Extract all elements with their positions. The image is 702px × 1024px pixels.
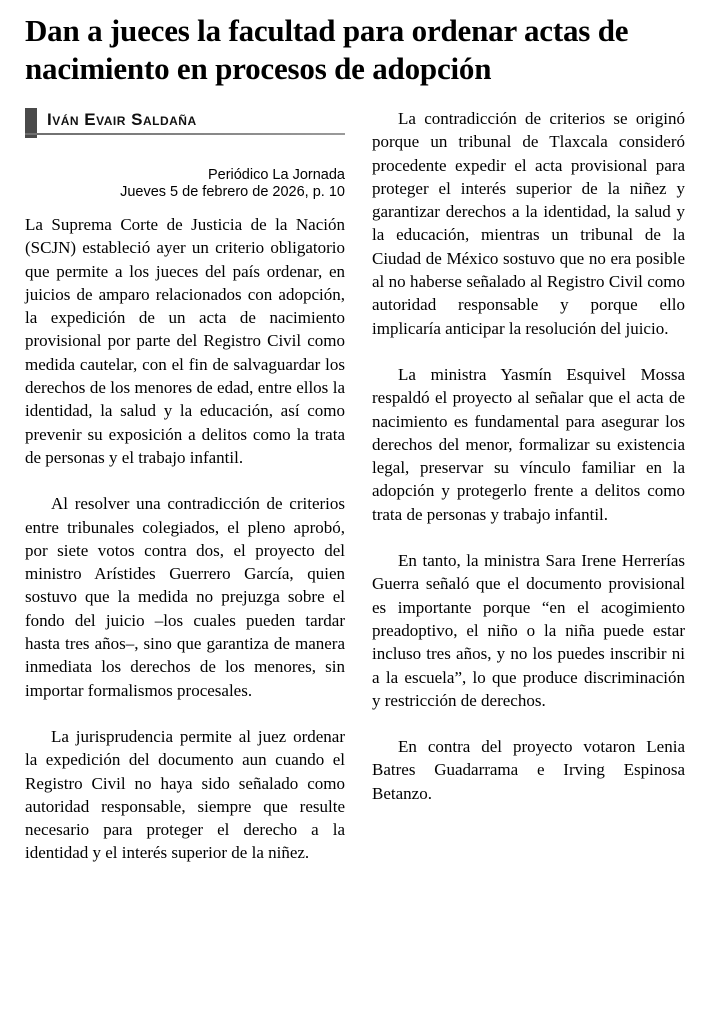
publication-info xyxy=(25,167,345,201)
article-paragraph: Al resolver una contradicción de criterios entre tribunales colegiados, el pleno aprobó, por siete votos contra dos, el proyecto del ministro Arístides Guerrero García, quien sostuvo que la medida no prejuzga sobre el fondo del juicio –los cuales pueden tardar hasta tres años–, sino que garantiza de manera inmediata los derechos de los menores, sin importar formalismos procesales. xyxy=(25,494,345,700)
byline-block xyxy=(25,107,345,139)
article-paragraph: La contradicción de criterios se originó porque un tribunal de Tlaxcala consideró procedente expedir el acta provisional para proteger el interés superior de la niñez y garantizar derechos a la identidad, la salud y la educación, mientras un tribunal de la Ciudad de México sostuvo que no era posible al no haberse señalado al Registro Civil como autoridad responsable y porque ello implicaría anticipar la resolución del juicio. xyxy=(372,109,685,338)
article-headline: Dan a jueces la facultad para ordenar actas de nacimiento en procesos de adopción xyxy=(25,13,629,86)
article-paragraph: La jurisprudencia permite al juez ordenar la expedición del documento aun cuando el Registro Civil no haya sido señalado como autoridad responsable, siempre que resulte necesario para proteger el derecho a la identidad y el interés superior de la niñez. xyxy=(25,726,345,863)
publication-name: Periódico La Jornada xyxy=(207,167,345,183)
article-paragraph: La ministra Yasmín Esquivel Mossa respaldó el proyecto al señalar que el acta de nacimiento es fundamental para asegurar los derechos del menor, formalizar su existencia legal, preservar su vínculo familiar en la adopción y protegerlo frente a delitos como trata de personas y trabajo infantil. xyxy=(372,364,685,524)
article-column-left xyxy=(25,107,345,865)
article-paragraph: En contra del proyecto votaron Lenia Batres Guadarrama e Irving Espinosa Betanzo. xyxy=(372,737,685,803)
article-paragraph: En tanto, la ministra Sara Irene Herrerías Guerra señaló que el documento provisional es importante porque “en el acogimiento preadoptivo, el niño o la niña puede estar incluso tres años, y no los puedes inscribir ni a la escuela”, lo que produce discriminación y restricción de derechos. xyxy=(372,551,685,710)
publication-date-page: Jueves 5 de febrero de 2026, p. 10 xyxy=(120,184,345,200)
byline-author: Iván Evair Saldaña xyxy=(47,110,197,129)
article-column-right xyxy=(372,107,685,865)
article-paragraph: La Suprema Corte de Justicia de la Nación (SCJN) estableció ayer un criterio obligatorio que permite a los jueces del país ordenar, en juicios de amparo relacionados con adopción, la expedición de un acta de nacimiento provisional por parte del Registro Civil como medida cautelar, con el fin de salvaguardar los derechos de los menores de edad, entre ellos la identidad, la salud y la educación, así como prevenir su exposición a delitos como la trata de personas y el trabajo infantil. xyxy=(25,215,345,467)
byline-divider-rule xyxy=(25,133,345,135)
article-columns xyxy=(25,107,685,865)
